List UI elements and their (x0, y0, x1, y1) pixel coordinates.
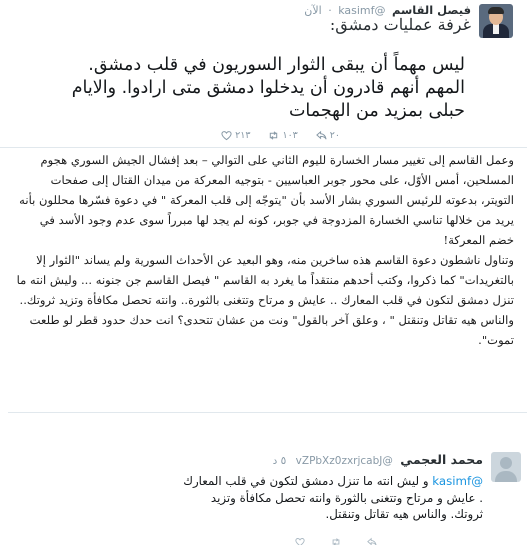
heart-icon (221, 130, 232, 141)
author-handle[interactable]: @vZPbXz0zxrjcabJ (295, 455, 393, 467)
retweet-icon (268, 130, 279, 141)
retweet-count: ١٠٣ (282, 129, 298, 141)
avatar[interactable] (491, 452, 521, 482)
author-name[interactable]: محمد العجمي (400, 452, 483, 467)
main-tweet (0, 0, 527, 148)
author-name[interactable]: فيصل القاسم (391, 3, 471, 17)
reply-tweet (8, 412, 527, 545)
separator-dot: · (328, 4, 332, 17)
tweet-time[interactable]: الآن (304, 4, 322, 17)
article-paragraph: وعمل القاسم إلى تغيير مسار الخسارة لليوم الثاني على التوالي – بعد إفشال الجيش السوري هجوم المسلحين، أمس الأوّل، على محور جوبر العباسيين - بتوجيه المعركة من ميدان القتال إلى صفحات التويتر، بدعوته للرئيس السوري بشار الأسد بأن "يتوجّه إلى قلب المعركة " في دعوة فسّرها محللون بأنه يريد من خلالها تناسي الخسارة المزدوجة في جوبر، كونه لم يجد لها مبرراً سوى عدم وجود الأسد في خضم المعركة! (19, 153, 514, 247)
mention-link[interactable]: @kasimf (432, 474, 483, 488)
reply-icon[interactable] (367, 537, 377, 545)
reply-text: و ليش انته ما تنزل دمشق لتكون في قلب المعارك . عايش و مرتاح وتتغنى بالثورة وانته تحصل مكافأة وتزيد ثروتك. والناس هيه تقاتل وتنقتل. (183, 474, 483, 521)
like-count: ٢١٣ (235, 129, 251, 141)
reply-button[interactable] (316, 130, 340, 141)
reply-count: ٢٠ (329, 129, 340, 141)
heart-icon[interactable] (295, 537, 305, 545)
tweet-time[interactable]: ٥ د (272, 455, 287, 467)
tweet-title: غرفة عمليات دمشق: (329, 15, 471, 34)
reply-icon (316, 130, 327, 141)
tweet-text: ليس مهماً أن يبقى الثوار السوريون في قلب دمشق. المهم أنهم قادرون أن يدخلوا دمشق متى ارادوا. والايام حبلى بمزيد من الهجمات (71, 55, 465, 121)
article-text (0, 150, 527, 405)
tweet-text (183, 473, 483, 523)
retweet-button[interactable] (268, 130, 297, 141)
tweet-actions (180, 128, 340, 142)
avatar[interactable] (479, 4, 513, 38)
article-paragraph: وتناول ناشطون دعوة القاسم هذه ساخرين منه، وهو البعيد عن الأحداث السورية ولم يساند "الثوار إلا بالتغريدات" كما ذكروا، وكتب أحدهم منتقداً ما يغرد به القاسم " فيصل القاسم جن جنونه ... وليش انته ما تنزل دمشق لتكون في قلب المعارك .. عايش و مرتاح وتتغنى بالثورة.. وانته تحصل مكافأة وتزيد ثروتك.. والناس هيه تقاتل وتنقتل " ، وعلق آخر بالقول" ونت من عشان تتحدى؟ انت حدك حدود قطر لو طلعت تموت". (16, 253, 514, 347)
tweet-header (273, 452, 483, 468)
author-handle[interactable]: @kasimf (338, 4, 386, 17)
tweet-actions (227, 536, 377, 545)
retweet-icon[interactable] (331, 537, 341, 545)
like-button[interactable] (221, 130, 250, 141)
